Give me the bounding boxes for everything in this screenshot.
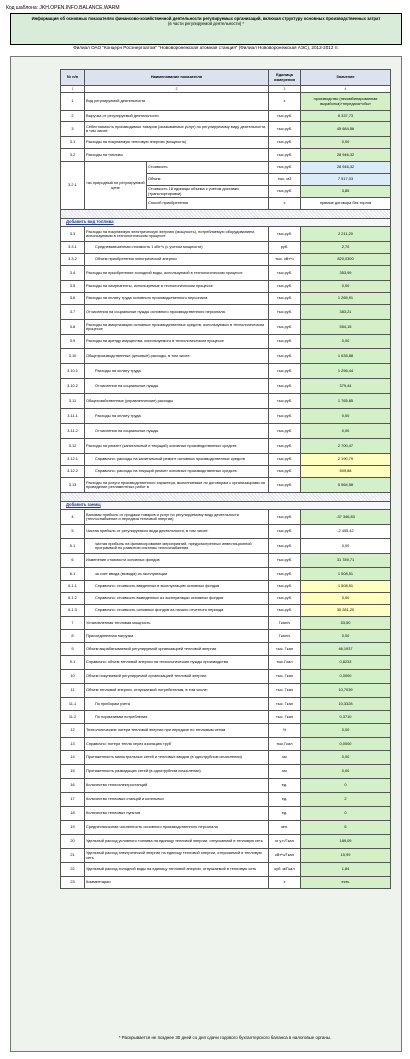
row-unit: тыс.руб. — [269, 349, 301, 364]
table-row — [61, 554, 391, 568]
row-unit: км — [269, 765, 301, 779]
template-code: Код шаблона: JKH.OPEN.INFO.BALANCE.WARM — [6, 5, 120, 11]
col-num-header: № п/п — [61, 70, 85, 86]
row-value: 45 684,56 — [301, 122, 391, 137]
row-indicator-name: Удельный расход холодной воды на единицу тепловой энергии, отпускаемой в тепловую сеть — [85, 863, 269, 877]
row-value: 1 265,91 — [301, 293, 391, 305]
row-unit: тыс.руб. — [269, 581, 301, 593]
row-value: 0,00 — [301, 751, 391, 765]
row-number: 11.2 — [61, 711, 85, 724]
row-number: 13 — [61, 738, 85, 751]
row-unit: тыс.руб. — [269, 281, 301, 293]
row-indicator-name: Расходы на покупаемую электрическую энергию (мощность), потребляемую оборудованием, используемым в технологическом процессе — [85, 227, 269, 242]
row-unit: тыс. кВт*ч — [269, 254, 301, 266]
row-value: 31 789,71 — [301, 554, 391, 568]
row-indicator-name: По приборам учета — [85, 698, 269, 711]
row-unit: тыс.руб. — [269, 364, 301, 379]
table-row — [61, 364, 391, 379]
row-number: 3.10.1 — [61, 364, 85, 379]
row-unit: тыс.руб. — [269, 605, 301, 617]
row-value: 1 635,88 — [301, 349, 391, 364]
table-row — [61, 821, 391, 835]
add-loan-link[interactable]: Добавить заемщ — [66, 502, 101, 508]
row-indicator-name: Удельный расход электрической энергии на единицу тепловой энергии, отпускаемой в тепловую сеть — [85, 849, 269, 863]
row-value: 0,00 — [301, 724, 391, 738]
row-indicator-name: Справочно: объем тепловой энергии на технологические нужды производства — [85, 656, 269, 670]
row-unit: тыс.руб. — [269, 525, 301, 539]
table-row — [61, 454, 391, 466]
row-indicator-name: Установленная тепловая мощность — [85, 617, 269, 630]
row-indicator-name: Справочно: расходы на капитальный ремонт основных производственных средств — [85, 454, 269, 466]
row-number: 3.11.1 — [61, 409, 85, 424]
row-number: 21 — [61, 849, 85, 863]
row-number: 3.1 — [61, 137, 85, 149]
report-title-line1: Информация об основных показателях финансово-хозяйственной деятельности регулируемых организаций, включая структуру основных производственных затрат — [31, 16, 381, 21]
row-number: 19 — [61, 821, 85, 835]
row-number: 12 — [61, 724, 85, 738]
row-number: 3.13 — [61, 478, 85, 493]
table-row — [61, 111, 391, 122]
row-value: 0,00 — [301, 137, 391, 149]
row-unit: тыс.руб. — [269, 266, 301, 281]
row-indicator-name: Расходы на топливо — [85, 149, 269, 162]
table-row — [61, 656, 391, 670]
row-number: 15 — [61, 765, 85, 779]
row-unit: тыс.Гкал — [269, 738, 301, 751]
row-number: 9 — [61, 643, 85, 656]
row-indicator-name: Вид регулируемой деятельности — [85, 93, 269, 111]
row-indicator-name: Себестоимость производимых товаров (оказываемых услуг) по регулируемому виду деятельности, в том числе: — [85, 122, 269, 137]
row-number: 22 — [61, 863, 85, 877]
gas-row-number: 3.2.1 — [61, 162, 85, 210]
row-indicator-name: Расходы на аренду имущества, используемого в технологическом процессе — [85, 335, 269, 349]
table-row — [61, 335, 391, 349]
table-row — [61, 478, 391, 493]
row-value: 379,44 — [301, 379, 391, 394]
index-2: 2 — [85, 86, 269, 93]
row-number: 3 — [61, 122, 85, 137]
gas-param-value: прямые договора без торгов — [301, 198, 391, 210]
row-unit: тыс.руб. — [269, 227, 301, 242]
row-number: 6.1.1 — [61, 581, 85, 593]
row-number: 3.3.2 — [61, 254, 85, 266]
add-loan-link-row — [61, 502, 391, 510]
table-header-row — [61, 70, 391, 86]
table-row — [61, 525, 391, 539]
row-value: 353,99 — [301, 266, 391, 281]
table-row — [61, 293, 391, 305]
row-value: 383,21 — [301, 305, 391, 320]
row-unit: Гкал/ч — [269, 617, 301, 630]
row-number: 7 — [61, 617, 85, 630]
row-unit: х — [269, 877, 301, 889]
row-indicator-name: Справочно: стоимость введенных в эксплуатацию основных фондов — [85, 581, 269, 593]
row-value: 0,00 — [301, 593, 391, 605]
gas-param-unit: тыс.руб. — [269, 186, 301, 198]
row-indicator-name: Общехозяйственные (управленческие) расходы — [85, 394, 269, 409]
row-value: -37 346,83 — [301, 510, 391, 525]
row-indicator-name: Объем приобретения электрической энергии — [85, 254, 269, 266]
row-value: 2 700,47 — [301, 439, 391, 454]
row-indicator-name: Количество тепловых станций и котельных — [85, 793, 269, 807]
row-unit: тыс.руб. — [269, 320, 301, 335]
row-value: 820,0300 — [301, 254, 391, 266]
row-unit: тыс.руб. — [269, 539, 301, 554]
row-unit: тыс. Гкал — [269, 684, 301, 698]
row-number: 4 — [61, 510, 85, 525]
row-unit: тыс.руб. — [269, 409, 301, 424]
gas-param-value: 28 946,32 — [301, 162, 391, 174]
row-unit: тыс.руб. — [269, 394, 301, 409]
row-value: 554,15 — [301, 320, 391, 335]
row-indicator-name: Присоединенная нагрузка — [85, 630, 269, 643]
row-unit: тыс. Гкал — [269, 670, 301, 684]
row-unit: тыс. Гкал — [269, 698, 301, 711]
table-row — [61, 349, 391, 364]
gas-param-value: 3,85 — [301, 186, 391, 198]
table-row — [61, 424, 391, 439]
row-indicator-name: Объем тепловой энергии, отпускаемой потребителям, в том числе: — [85, 684, 269, 698]
row-value: производство (некомбинированная выработка)+передача+сбыт — [301, 93, 391, 111]
row-value: 0 — [301, 779, 391, 793]
row-indicator-name: Количество теплоэлектростанций — [85, 779, 269, 793]
row-indicator-name: Удельный расход условного топлива на единицу тепловой энергии, отпускаемой в тепловую сеть — [85, 835, 269, 849]
row-unit: руб. — [269, 242, 301, 254]
row-unit: тыс.руб. — [269, 424, 301, 439]
row-number: 2 — [61, 111, 85, 122]
organization-subtitle: Филиал ОАО "Концерн Росэнергоатом" "Нововоронежская атомная станция" (Филиал Нововоронежская АЭС), 2012-2012 гг. — [73, 45, 339, 50]
row-indicator-name: Расходы на амортизацию основных производственных средств, используемых в технологическом процессе — [85, 320, 269, 335]
table-row — [61, 568, 391, 581]
row-indicator-name: Выручка от регулируемой деятельности — [85, 111, 269, 122]
row-indicator-name: По нормативам потребления — [85, 711, 269, 724]
row-indicator-name: Справочно: стоимость основных фондов на начало отчетного периода — [85, 605, 269, 617]
table-row — [61, 122, 391, 137]
row-number: 3.5 — [61, 281, 85, 293]
row-unit: кВт*ч/Гкал — [269, 849, 301, 863]
row-value: 509,68 — [301, 466, 391, 478]
row-unit: х — [269, 93, 301, 111]
row-indicator-name: Среднесписочная численность основного производственного персонала — [85, 821, 269, 835]
row-unit: чел. — [269, 821, 301, 835]
row-value: 2 190,79 — [301, 454, 391, 466]
row-unit: тыс.руб. — [269, 554, 301, 568]
row-value: 0,3710 — [301, 711, 391, 724]
row-unit: ед. — [269, 793, 301, 807]
row-indicator-name: Расходы на химреагенты, используемые в технологическом процессе — [85, 281, 269, 293]
row-number: 5.1 — [61, 539, 85, 554]
report-title — [10, 13, 402, 45]
row-value: 1 508,51 — [301, 568, 391, 581]
row-unit: тыс.руб. — [269, 137, 301, 149]
row-value: 28 946,32 — [301, 149, 391, 162]
row-number: 20 — [61, 835, 85, 849]
row-value: 2 211,20 — [301, 227, 391, 242]
row-unit: тыс.руб. — [269, 593, 301, 605]
row-unit: куб. м/Гкал — [269, 863, 301, 877]
row-value: 2 — [301, 793, 391, 807]
row-number: 11 — [61, 684, 85, 698]
row-value: 8 337,73 — [301, 111, 391, 122]
table-row — [61, 227, 391, 242]
row-value: 5 964,58 — [301, 478, 391, 493]
table-row — [61, 593, 391, 605]
table-row — [61, 539, 391, 554]
table-row — [61, 409, 391, 424]
row-value: 0,00 — [301, 539, 391, 554]
row-number: 3.9 — [61, 335, 85, 349]
row-unit: тыс.руб. — [269, 454, 301, 466]
table-row — [61, 751, 391, 765]
gas-param-name: Объем — [147, 174, 269, 186]
row-value: 0,00 — [301, 630, 391, 643]
row-unit: тыс.руб. — [269, 466, 301, 478]
report-title-line2: (в части регулируемой деятельности) * — [167, 21, 245, 27]
row-value: 1 765,85 — [301, 394, 391, 409]
table-row — [61, 581, 391, 593]
row-indicator-name: Расходы на оплату труда основного производственного персонала — [85, 293, 269, 305]
row-indicator-name: Объем вырабатываемой регулируемой организацией тепловой энергии — [85, 643, 269, 656]
row-indicator-name: Расходы на услуги производственного характера, выполняемые по договорам с организациями на проведение регламентных работ в — [85, 478, 269, 493]
table-row — [61, 149, 391, 162]
row-value: 10,7039 — [301, 684, 391, 698]
row-indicator-name: Чистая прибыль от регулируемого вида деятельности, в том числе: — [85, 525, 269, 539]
row-unit: км — [269, 751, 301, 765]
row-unit: тыс.руб. — [269, 478, 301, 493]
indicators-table — [60, 69, 391, 889]
row-number: 9.1 — [61, 656, 85, 670]
table-row — [61, 305, 391, 320]
row-indicator-name: Справочно: потери тепла через изоляцию труб — [85, 738, 269, 751]
row-value: 0,00 — [301, 409, 391, 424]
row-number: 6.1 — [61, 568, 85, 581]
gas-param-unit: х — [269, 198, 301, 210]
row-unit: тыс. Гкал — [269, 711, 301, 724]
row-number: 18 — [61, 807, 85, 821]
row-value: 189,09 — [301, 835, 391, 849]
row-number: 3.7 — [61, 305, 85, 320]
table-row — [61, 835, 391, 849]
row-indicator-name: Справочно: стоимость выведенных из эксплуатации основных фондов — [85, 593, 269, 605]
table-row — [61, 510, 391, 525]
row-value: 0 — [301, 807, 391, 821]
add-fuel-link[interactable]: Добавить вид топлива — [66, 219, 114, 225]
row-number: 3.2 — [61, 149, 85, 162]
table-row — [61, 849, 391, 863]
row-indicator-name: Изменение стоимости основных фондов — [85, 554, 269, 568]
row-unit: тыс.руб. — [269, 510, 301, 525]
row-number: 17 — [61, 793, 85, 807]
table-row — [61, 765, 391, 779]
col-value-header: Значение — [301, 70, 391, 86]
table-row — [61, 93, 391, 111]
table-row — [61, 877, 391, 889]
row-indicator-name: Протяженность магистральных сетей и тепловых вводов (в однотрубном исчислении) — [85, 751, 269, 765]
gas-param-value: 7 517,03 — [301, 174, 391, 186]
index-3: 3 — [269, 86, 301, 93]
gas-param-name: Способ приобретения — [147, 198, 269, 210]
col-name-header: Наименование показателя — [85, 70, 269, 86]
row-unit: тыс.руб. — [269, 122, 301, 137]
index-1: 1 — [61, 86, 85, 93]
row-indicator-name: Расходы на оплату труда — [85, 364, 269, 379]
row-number: 3.12 — [61, 439, 85, 454]
table-row — [61, 684, 391, 698]
table-row — [61, 266, 391, 281]
table-row — [61, 738, 391, 751]
table-row — [61, 394, 391, 409]
table-row — [61, 242, 391, 254]
section-separator — [61, 210, 391, 219]
row-number: 3.6 — [61, 293, 85, 305]
row-value: 30 281,20 — [301, 605, 391, 617]
row-unit: тыс.руб. — [269, 111, 301, 122]
row-value: 0,00 — [301, 335, 391, 349]
table-row — [61, 643, 391, 656]
row-value: 0,00 — [301, 281, 391, 293]
row-number: 6.1.3 — [61, 605, 85, 617]
row-number: 23 — [61, 877, 85, 889]
row-value: 1 256,44 — [301, 364, 391, 379]
row-indicator-name: Протяженность разводящих сетей (в однотрубном исчислении) — [85, 765, 269, 779]
row-indicator-name: Отчисления на социальные нужды — [85, 424, 269, 439]
gas-fuel-label: газ природный по регулируемой цене — [85, 162, 147, 210]
table-row — [61, 281, 391, 293]
section-separator — [61, 493, 391, 502]
row-unit: Гкал/ч — [269, 630, 301, 643]
row-unit: тыс.руб. — [269, 293, 301, 305]
row-indicator-name: Общепроизводственные (цеховые) расходы, в том числе: — [85, 349, 269, 364]
row-unit: кг у.т./Гкал — [269, 835, 301, 849]
row-indicator-name: Расходы на оплату труда — [85, 409, 269, 424]
row-number: 3.3.1 — [61, 242, 85, 254]
row-number: 6.1.2 — [61, 593, 85, 605]
row-value: есть — [301, 877, 391, 889]
row-unit: тыс.руб. — [269, 149, 301, 162]
table-row — [61, 320, 391, 335]
gas-param-unit: тыс.руб. — [269, 162, 301, 174]
row-number: 3.10.2 — [61, 379, 85, 394]
table-row — [61, 779, 391, 793]
table-row — [61, 605, 391, 617]
row-unit: тыс.руб. — [269, 335, 301, 349]
row-indicator-name: Расходы на приобретение холодной воды, используемой в технологическом процессе — [85, 266, 269, 281]
row-number: 3.11 — [61, 394, 85, 409]
gas-param-name: Стоимость — [147, 162, 269, 174]
footnote: * Раскрывается не позднее 30 дней со дня сдачи годового бухгалтерского баланса в налоговые органы. — [118, 1035, 332, 1040]
row-indicator-name: Валовая прибыль от продажи товаров и услуг по регулируемому виду деятельности (теплоснабжение и передача тепловой энергии) — [85, 510, 269, 525]
row-unit: % — [269, 724, 301, 738]
row-unit: тыс.руб. — [269, 305, 301, 320]
table-row — [61, 711, 391, 724]
row-indicator-name: Технологические потери тепловой энергии при передаче по тепловым сетям — [85, 724, 269, 738]
row-indicator-name: Количество тепловых пунктов — [85, 807, 269, 821]
row-indicator-name: Отчисления на социальные нужды основного производственного персонала — [85, 305, 269, 320]
row-number: 3.8 — [61, 320, 85, 335]
row-number: 16 — [61, 779, 85, 793]
row-value: 2,70 — [301, 242, 391, 254]
table-index-row — [61, 86, 391, 93]
table-row — [61, 807, 391, 821]
row-number: 5 — [61, 525, 85, 539]
row-value: 0,0000 — [301, 738, 391, 751]
row-unit: тыс.руб. — [269, 379, 301, 394]
row-value: 10,3328 — [301, 698, 391, 711]
index-4: 4 — [301, 86, 391, 93]
row-indicator-name: Расходы на покупаемую тепловую энергию (мощность) — [85, 137, 269, 149]
row-value: 0,8233 — [301, 656, 391, 670]
row-number: 10 — [61, 670, 85, 684]
table-row — [61, 863, 391, 877]
row-indicator-name: Справочно: расходы на текущий ремонт основных производственных средств — [85, 466, 269, 478]
table-row — [61, 439, 391, 454]
row-indicator-name: за счет ввода (вывода) из эксплуатации — [85, 568, 269, 581]
gas-subrow — [61, 162, 391, 174]
table-row — [61, 698, 391, 711]
table-row — [61, 379, 391, 394]
row-value: 15,99 — [301, 849, 391, 863]
row-number: 1 — [61, 93, 85, 111]
table-row — [61, 137, 391, 149]
row-indicator-name: чистая прибыль на финансирование мероприятий, предусмотренных инвестиционной программой по развитию системы теплоснабжения — [85, 539, 269, 554]
row-number: 3.4 — [61, 266, 85, 281]
row-value: 53,50 — [301, 617, 391, 630]
row-indicator-name: Средневзвешенная стоимость 1 кВт*ч (с учетом мощности) — [85, 242, 269, 254]
table-row — [61, 793, 391, 807]
gas-param-name: Стоимость 1й единицы объема с учетом доставки (транспортировки) — [147, 186, 269, 198]
row-unit: тыс. Гкал — [269, 643, 301, 656]
row-unit: тыс.Гкал — [269, 656, 301, 670]
row-number: 6 — [61, 554, 85, 568]
table-row — [61, 466, 391, 478]
table-row — [61, 724, 391, 738]
row-indicator-name: Расходы на ремонт (капитальный и текущий) основных производственных средств — [85, 439, 269, 454]
table-row — [61, 617, 391, 630]
col-unit-header: Единица измерения — [269, 70, 301, 86]
row-number: 8 — [61, 630, 85, 643]
row-value: 46,1937 — [301, 643, 391, 656]
table-row — [61, 254, 391, 266]
row-number: 3.10 — [61, 349, 85, 364]
table-row — [61, 670, 391, 684]
row-indicator-name: Комментарии — [85, 877, 269, 889]
row-number: 14 — [61, 751, 85, 765]
row-value: -2 455,42 — [301, 525, 391, 539]
row-unit: тыс.руб. — [269, 568, 301, 581]
row-unit: ед. — [269, 779, 301, 793]
row-indicator-name: Отчисления на социальные нужды — [85, 379, 269, 394]
row-value: 6 — [301, 821, 391, 835]
row-value: 0,0000 — [301, 670, 391, 684]
row-number: 3.3 — [61, 227, 85, 242]
row-indicator-name: Объем покупаемой регулируемой организацией тепловой энергии — [85, 670, 269, 684]
row-unit: тыс.руб. — [269, 439, 301, 454]
row-value: 1,84 — [301, 863, 391, 877]
gas-param-unit: тыс. м3 — [269, 174, 301, 186]
row-value: 0,00 — [301, 424, 391, 439]
row-number: 3.12.1 — [61, 454, 85, 466]
row-value: 0,00 — [301, 765, 391, 779]
add-fuel-link-row — [61, 219, 391, 227]
row-number: 3.12.2 — [61, 466, 85, 478]
row-value: 1 508,51 — [301, 581, 391, 593]
row-unit: ед. — [269, 807, 301, 821]
row-number: 11.1 — [61, 698, 85, 711]
table-row — [61, 630, 391, 643]
row-number: 3.11.2 — [61, 424, 85, 439]
